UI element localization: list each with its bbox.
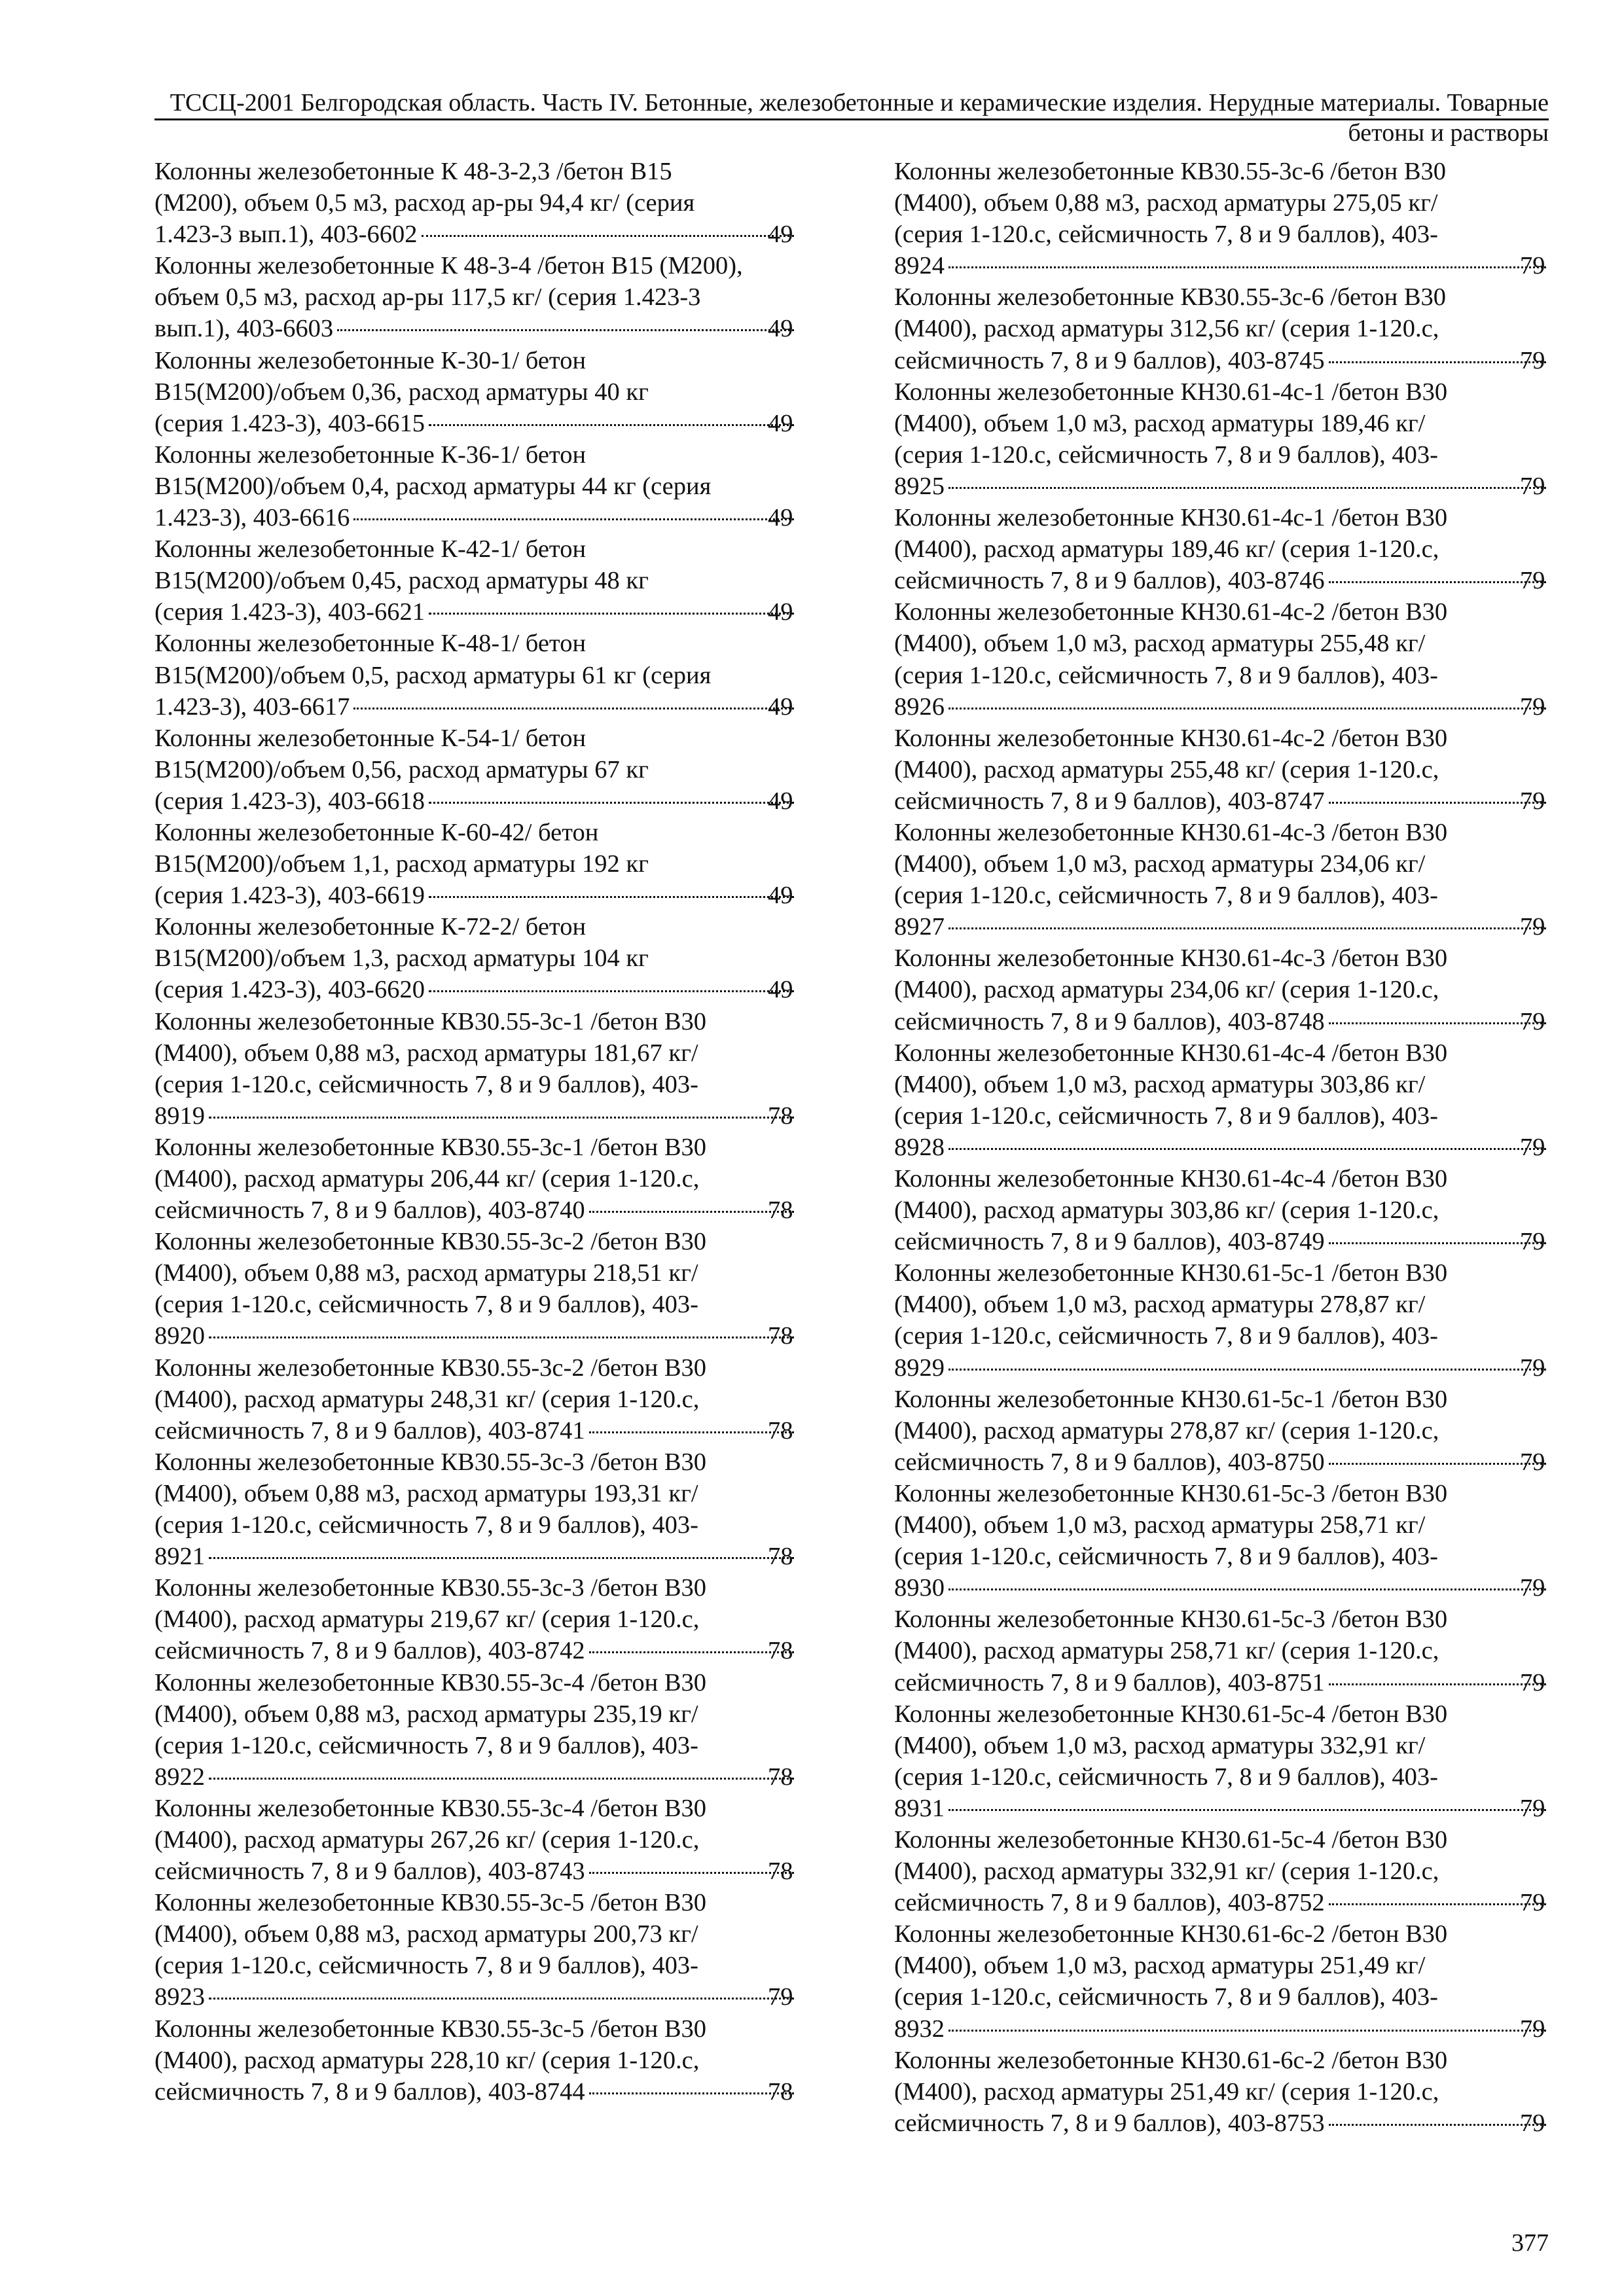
entry-text-line: Колонны железобетонные К-54-1/ бетон [154,724,586,752]
entry-last-line: 8921 78 [183,1541,797,1572]
dot-leader [353,708,794,709]
index-column-left [154,156,797,2108]
entry-text-line: (серия 1.423-3), 403-6621 [154,598,425,626]
index-entry [154,345,797,439]
entry-text-line: 8928 [894,1133,945,1161]
entry-text-line: (М400), объем 1,0 м3, расход арматуры 258,71 кг/ [894,1511,1426,1539]
entry-last-line: сейсмичность 7, 8 и 9 баллов), 403-8747 79 [923,785,1549,817]
entry-text-line: В15(М200)/объем 1,1, расход арматуры 192 кг [154,850,649,878]
entry-last-line: (серия 1.423-3), 403-6615 49 [183,408,797,439]
entry-last-line: сейсмичность 7, 8 и 9 баллов), 403-8750 79 [923,1446,1549,1478]
entry-text-line: сейсмичность 7, 8 и 9 баллов), 403-8745 [894,346,1325,374]
entry-text-line: (М400), расход арматуры 206,44 кг/ (серия 1-120.с, [154,1165,700,1193]
dot-leader [209,1336,794,1338]
entry-last-line: 8922 78 [183,1761,797,1793]
entry-last-line: 8920 78 [183,1320,797,1352]
entry-text-line: (М400), расход арматуры 219,67 кг/ (серия 1-120.с, [154,1605,700,1634]
page-number: 377 [1511,2229,1549,2257]
entry-text-line: (М200), объем 0,5 м3, расход ар-ры 94,4 кг/ (серия [154,189,695,217]
entry-text-line: Колонны железобетонные КН30.61-5с-4 /бетон В30 [894,1825,1448,1854]
index-entry [894,1478,1549,1604]
entry-text-line: (серия 1.423-3), 403-6620 [154,976,425,1004]
entry-text-line: (М400), расход арматуры 332,91 кг/ (серия 1-120.с, [894,1857,1439,1886]
entry-text-line: (М400), объем 0,88 м3, расход арматуры 235,19 кг/ [154,1700,698,1728]
entry-text-line: (М400), расход арматуры 255,48 кг/ (серия 1-120.с, [894,755,1439,783]
entry-text-line: Колонны железобетонные КВ30.55-3с-1 /бетон В30 [154,1133,707,1161]
dot-leader [1329,1022,1546,1024]
entry-text-line: В15(М200)/объем 0,45, расход арматуры 48 кг [154,567,649,595]
dot-leader [353,518,794,520]
entry-text-line: Колонны железобетонные К-30-1/ бетон [154,346,586,374]
entry-text-line: (серия 1-120.с, сейсмичность 7, 8 и 9 баллов), 403- [894,1983,1439,2011]
entry-last-line: 8927 79 [923,911,1549,942]
dot-leader [948,1148,1546,1150]
entry-text-line: сейсмичность 7, 8 и 9 баллов), 403-8741 [154,1416,585,1444]
entry-text-line: (серия 1.423-3), 403-6619 [154,882,425,910]
entry-text-line: (М400), объем 1,0 м3, расход арматуры 255,48 кг/ [894,630,1426,658]
entry-text-line: 1.423-3), 403-6616 [154,504,350,532]
dot-leader [1329,802,1546,804]
entry-text-line: Колонны железобетонные КВ30.55-3с-4 /бетон В30 [154,1668,707,1696]
entry-text-line: В15(М200)/объем 0,56, расход арматуры 67 кг [154,755,649,783]
entry-text-line: Колонны железобетонные КН30.61-5с-1 /бетон В30 [894,1385,1448,1413]
entry-text-line: 8924 [894,252,945,280]
entry-text-line: (серия 1.423-3), 403-6618 [154,787,425,815]
dot-leader [948,1809,1546,1811]
index-entry [154,156,797,250]
dot-leader [1329,361,1546,363]
dot-leader [209,1778,794,1780]
entry-text-line: сейсмичность 7, 8 и 9 баллов), 403-8749 [894,1228,1325,1256]
entry-last-line: 8928 79 [923,1132,1549,1163]
dot-leader [948,2030,1546,2032]
index-entry [894,1384,1549,1478]
entry-text-line: (М400), расход арматуры 312,56 кг/ (серия 1-120.с, [894,315,1439,343]
index-entry [894,156,1549,281]
entry-text-line: (М400), объем 0,88 м3, расход арматуры 200,73 кг/ [154,1920,698,1948]
index-entry [894,1257,1549,1383]
entry-text-line: Колонны железобетонные КВ30.55-3с-2 /бетон В30 [154,1228,707,1256]
entry-last-line: 8919 78 [183,1100,797,1132]
dot-leader [429,896,794,898]
entry-text-line: (серия 1-120.с, сейсмичность 7, 8 и 9 баллов), 403- [894,661,1439,689]
dot-leader [1329,1683,1546,1685]
entry-text-line: (М400), расход арматуры 258,71 кг/ (серия 1-120.с, [894,1637,1439,1665]
entry-text-line: Колонны железобетонные К-36-1/ бетон [154,440,586,469]
index-entry [894,1163,1549,1257]
entry-text-line: (М400), объем 0,88 м3, расход арматуры 275,05 кг/ [894,189,1438,217]
entry-text-line: объем 0,5 м3, расход ар-ры 117,5 кг/ (серия 1.423-3 [154,283,701,312]
dot-leader [1329,1463,1546,1465]
entry-text-line: сейсмичность 7, 8 и 9 баллов), 403-8750 [894,1448,1325,1476]
index-entry [894,1918,1549,2044]
index-entry [894,2045,1549,2139]
dot-leader [589,1211,794,1213]
entry-last-line: сейсмичность 7, 8 и 9 баллов), 403-8751 79 [923,1667,1549,1698]
entry-text-line: В15(М200)/объем 0,4, расход арматуры 44 кг (серия [154,472,712,500]
index-entry [894,942,1549,1037]
entry-text-line: 8923 [154,1983,205,2011]
entry-text-line: Колонны железобетонные КН30.61-4с-4 /бетон В30 [894,1165,1448,1193]
dot-leader [948,1369,1546,1371]
entry-last-line: сейсмичность 7, 8 и 9 баллов), 403-8740 78 [183,1194,797,1226]
entry-text-line: (серия 1-120.с, сейсмичность 7, 8 и 9 баллов), 403- [154,1511,699,1539]
dot-leader [429,802,794,804]
entry-text-line: 8927 [894,913,945,941]
entry-text-line: Колонны железобетонные КН30.61-6с-2 /бетон В30 [894,1920,1448,1948]
dot-leader [589,2092,794,2094]
entry-text-line: Колонны железобетонные КВ30.55-3с-3 /бетон В30 [154,1574,707,1602]
index-entry [154,723,797,817]
entry-text-line: (М400), расход арматуры 189,46 кг/ (серия 1-120.с, [894,535,1439,564]
entry-text-line: (М400), расход арматуры 234,06 кг/ (серия 1-120.с, [894,976,1439,1004]
index-entry [154,817,797,911]
entry-text-line: (М400), объем 1,0 м3, расход арматуры 234,06 кг/ [894,850,1426,878]
entry-text-line: (М400), объем 1,0 м3, расход арматуры 189,46 кг/ [894,409,1426,437]
entry-last-line: 1.423-3 вып.1), 403-6602 49 [183,219,797,250]
dot-leader [1329,1242,1546,1244]
entry-text-line: 8931 [894,1794,945,1822]
entry-text-line: сейсмичность 7, 8 и 9 баллов), 403-8747 [894,787,1325,815]
entry-last-line: (серия 1.423-3), 403-6621 49 [183,596,797,628]
entry-text-line: сейсмичность 7, 8 и 9 баллов), 403-8748 [894,1007,1325,1035]
dot-leader [948,266,1546,268]
entry-last-line: 8923 79 [183,1981,797,2013]
index-entry [154,1006,797,1132]
entry-text-line: Колонны железобетонные КН30.61-5с-1 /бетон В30 [894,1259,1448,1287]
index-entry [894,1698,1549,1824]
entry-text-line: (М400), объем 1,0 м3, расход арматуры 303,86 кг/ [894,1070,1426,1098]
index-entry [154,628,797,722]
entry-text-line: Колонны железобетонные КВ30.55-3с-2 /бетон В30 [154,1354,707,1382]
entry-text-line: (М400), объем 1,0 м3, расход арматуры 251,49 кг/ [894,1952,1426,1980]
entry-text-line: 8925 [894,472,945,500]
index-entry [154,1572,797,1666]
entry-text-line: (серия 1.423-3), 403-6615 [154,409,425,437]
entry-text-line: (М400), расход арматуры 303,86 кг/ (серия 1-120.с, [894,1196,1439,1225]
entry-text-line: Колонны железобетонные КН30.61-4с-1 /бетон В30 [894,504,1448,532]
entry-text-line: Колонны железобетонные К-72-2/ бетон [154,913,586,941]
entry-text-line: (серия 1-120.с, сейсмичность 7, 8 и 9 баллов), 403- [894,1763,1439,1791]
entry-text-line: сейсмичность 7, 8 и 9 баллов), 403-8742 [154,1637,585,1665]
entry-last-line: (серия 1.423-3), 403-6620 49 [183,974,797,1005]
dot-leader [209,1117,794,1119]
index-entry [894,502,1549,596]
index-entry [894,281,1549,376]
entry-last-line: 1.423-3), 403-6616 49 [183,502,797,533]
entry-text-line: сейсмичность 7, 8 и 9 баллов), 403-8752 [894,1889,1325,1917]
dot-leader [948,927,1546,929]
entry-text-line: 8921 [154,1543,205,1571]
dot-leader [589,1431,794,1433]
entry-text-line: (серия 1-120.с, сейсмичность 7, 8 и 9 баллов), 403- [154,1291,699,1319]
entry-text-line: Колонны железобетонные КН30.61-4с-3 /бетон В30 [894,944,1448,973]
entry-text-line: Колонны железобетонные КН30.61-4с-2 /бетон В30 [894,724,1448,752]
index-entry [894,376,1549,502]
dot-leader [948,487,1546,489]
dot-leader [589,1872,794,1874]
index-entry [894,723,1549,817]
entry-text-line: Колонны железобетонные КН30.61-5с-4 /бетон В30 [894,1700,1448,1728]
dot-leader [429,613,794,615]
entry-text-line: сейсмичность 7, 8 и 9 баллов), 403-8740 [154,1196,585,1225]
dot-leader [337,329,794,331]
entry-last-line: (серия 1.423-3), 403-6619 49 [183,880,797,911]
entry-last-line: сейсмичность 7, 8 и 9 баллов), 403-8741 78 [183,1415,797,1446]
entry-text-line: 8922 [154,1763,205,1791]
entry-text-line: Колонны железобетонные КВ30.55-3с-5 /бетон В30 [154,2015,707,2043]
index-entry [894,817,1549,942]
index-entry [154,1446,797,1572]
entry-text-line: Колонны железобетонные К 48-3-4 /бетон В15 (М200), [154,252,743,280]
entry-text-line: Колонны железобетонные КВ30.55-3с-6 /бетон В30 [894,158,1447,185]
entry-text-line: (М400), объем 0,88 м3, расход арматуры 218,51 кг/ [154,1259,698,1287]
dot-leader [948,1588,1546,1590]
dot-leader [1329,581,1546,583]
entry-text-line: 8920 [154,1322,205,1350]
dot-leader [209,1557,794,1559]
entry-text-line: В15(М200)/объем 0,5, расход арматуры 61 кг (серия [154,661,712,689]
entry-text-line: (М400), объем 0,88 м3, расход арматуры 181,67 кг/ [154,1039,698,1067]
running-header: ТССЦ-2001 Белгородская область. Часть IV. Бетонные, железобетонные и керамические изделия. Нерудные материалы. Товарные бетоны и растворы [170,89,1549,147]
index-entry [154,1352,797,1446]
entry-last-line: сейсмичность 7, 8 и 9 баллов), 403-8745 79 [923,345,1549,376]
entry-text-line: (М400), расход арматуры 248,31 кг/ (серия 1-120.с, [154,1385,700,1413]
entry-text-line: (М400), расход арматуры 267,26 кг/ (серия 1-120.с, [154,1825,700,1854]
entry-text-line: сейсмичность 7, 8 и 9 баллов), 403-8746 [894,567,1325,595]
index-column-right [894,156,1549,2139]
entry-text-line: сейсмичность 7, 8 и 9 баллов), 403-8743 [154,1857,585,1886]
entry-last-line: сейсмичность 7, 8 и 9 баллов), 403-8748 79 [923,1006,1549,1037]
entry-last-line: 8931 79 [923,1793,1549,1824]
entry-text-line: Колонны железобетонные КН30.61-6с-2 /бетон В30 [894,2046,1448,2074]
index-entry [154,533,797,628]
entry-last-line: сейсмичность 7, 8 и 9 баллов), 403-8749 79 [923,1226,1549,1257]
index-entry [154,439,797,533]
entry-text-line: (серия 1-120.с, сейсмичность 7, 8 и 9 баллов), 403- [894,1543,1439,1571]
dot-leader [209,1998,794,2000]
index-entry [894,1604,1549,1698]
entry-last-line: 1.423-3), 403-6617 49 [183,691,797,723]
entry-text-line: Колонны железобетонные К-60-42/ бетон [154,818,599,846]
entry-text-line: Колонны железобетонные КВ30.55-3с-3 /бетон В30 [154,1448,707,1476]
entry-text-line: (М400), расход арматуры 251,49 кг/ (серия 1-120.с, [894,2077,1439,2106]
entry-text-line: сейсмичность 7, 8 и 9 баллов), 403-8753 [894,2109,1325,2137]
entry-text-line: Колонны железобетонные КН30.61-4с-4 /бетон В30 [894,1039,1448,1067]
entry-last-line: сейсмичность 7, 8 и 9 баллов), 403-8753 79 [923,2108,1549,2139]
entry-text-line: вып.1), 403-6603 [154,315,334,343]
dot-leader [948,708,1546,709]
entry-text-line: Колонны железобетонные К 48-3-2,3 /бетон В15 [154,158,672,185]
entry-text-line: (серия 1-120.с, сейсмичность 7, 8 и 9 баллов), 403- [894,221,1439,249]
index-entry [154,1793,797,1887]
entry-text-line: Колонны железобетонные КВ30.55-3с-4 /бетон В30 [154,1794,707,1822]
entry-text-line: (М400), расход арматуры 278,87 кг/ (серия 1-120.с, [894,1416,1439,1444]
entry-last-line: сейсмичность 7, 8 и 9 баллов), 403-8742 78 [183,1635,797,1666]
entry-text-line: 8926 [894,692,945,721]
entry-text-line: 8929 [894,1354,945,1382]
entry-text-line: 8932 [894,2015,945,2043]
index-entry [894,596,1549,722]
entry-text-line: В15(М200)/объем 0,36, расход арматуры 40 кг [154,378,649,406]
index-entry [154,1887,797,2013]
entry-text-line: (серия 1-120.с, сейсмичность 7, 8 и 9 баллов), 403- [894,1322,1439,1350]
entry-text-line: (серия 1-120.с, сейсмичность 7, 8 и 9 баллов), 403- [154,1952,699,1980]
index-entry [154,2013,797,2108]
entry-text-line: Колонны железобетонные КВ30.55-3с-5 /бетон В30 [154,1889,707,1917]
index-entry [154,1132,797,1226]
dot-leader [1329,1903,1546,1905]
entry-text-line: (серия 1-120.с, сейсмичность 7, 8 и 9 баллов), 403- [154,1070,699,1098]
entry-last-line: 8925 79 [923,471,1549,502]
entry-last-line: сейсмичность 7, 8 и 9 баллов), 403-8752 79 [923,1887,1549,1918]
index-entry [154,1667,797,1793]
entry-text-line: (серия 1-120.с, сейсмичность 7, 8 и 9 баллов), 403- [894,1102,1439,1130]
header-rule [154,118,1549,120]
index-entry [154,1226,797,1352]
entry-text-line: 8930 [894,1574,945,1602]
entry-text-line: сейсмичность 7, 8 и 9 баллов), 403-8751 [894,1668,1325,1696]
index-entry [894,1824,1549,1918]
entry-text-line: Колонны железобетонные КВ30.55-3с-1 /бетон В30 [154,1007,707,1035]
index-entry [894,1037,1549,1163]
entry-last-line: (серия 1.423-3), 403-6618 49 [183,785,797,817]
entry-text-line: сейсмичность 7, 8 и 9 баллов), 403-8744 [154,2077,585,2106]
entry-text-line: (серия 1-120.с, сейсмичность 7, 8 и 9 баллов), 403- [894,882,1439,910]
entry-last-line: сейсмичность 7, 8 и 9 баллов), 403-8744 78 [183,2076,797,2108]
entry-text-line: 1.423-3 вып.1), 403-6602 [154,221,418,249]
entry-text-line: (М400), объем 0,88 м3, расход арматуры 193,31 кг/ [154,1479,698,1507]
entry-text-line: Колонны железобетонные КВ30.55-3с-6 /бетон В30 [894,283,1447,312]
index-entry [154,911,797,1005]
entry-text-line: Колонны железобетонные К-48-1/ бетон [154,630,586,658]
entry-last-line: 8932 79 [923,2013,1549,2045]
entry-last-line: сейсмичность 7, 8 и 9 баллов), 403-8746 79 [923,565,1549,596]
index-entry [154,250,797,344]
entry-text-line: Колонны железобетонные КН30.61-4с-1 /бетон В30 [894,378,1448,406]
entry-last-line: вып.1), 403-6603 49 [183,313,797,344]
entry-last-line: 8926 79 [923,691,1549,723]
entry-text-line: (М400), объем 1,0 м3, расход арматуры 278,87 кг/ [894,1291,1426,1319]
dot-leader [422,235,795,237]
entry-text-line: (серия 1-120.с, сейсмичность 7, 8 и 9 баллов), 403- [154,1731,699,1759]
entry-last-line: сейсмичность 7, 8 и 9 баллов), 403-8743 78 [183,1856,797,1887]
dot-leader [429,424,794,426]
entry-text-line: Колонны железобетонные К-42-1/ бетон [154,535,586,564]
entry-last-line: 8924 79 [923,250,1549,281]
entry-text-line: (М400), объем 1,0 м3, расход арматуры 332,91 кг/ [894,1731,1426,1759]
dot-leader [589,1651,794,1653]
dot-leader [429,990,794,992]
entry-text-line: Колонны железобетонные КН30.61-5с-3 /бетон В30 [894,1605,1448,1634]
dot-leader [1329,2124,1546,2126]
entry-last-line: 8929 79 [923,1352,1549,1384]
entry-text-line: (М400), расход арматуры 228,10 кг/ (серия 1-120.с, [154,2046,700,2074]
entry-text-line: Колонны железобетонные КН30.61-4с-2 /бетон В30 [894,598,1448,626]
entry-text-line: (серия 1-120.с, сейсмичность 7, 8 и 9 баллов), 403- [894,440,1439,469]
entry-text-line: 1.423-3), 403-6617 [154,692,350,721]
entry-text-line: В15(М200)/объем 1,3, расход арматуры 104 кг [154,944,649,973]
entry-text-line: 8919 [154,1102,205,1130]
entry-last-line: 8930 79 [923,1572,1549,1604]
entry-text-line: Колонны железобетонные КН30.61-5с-3 /бетон В30 [894,1479,1448,1507]
entry-text-line: Колонны железобетонные КН30.61-4с-3 /бетон В30 [894,818,1448,846]
